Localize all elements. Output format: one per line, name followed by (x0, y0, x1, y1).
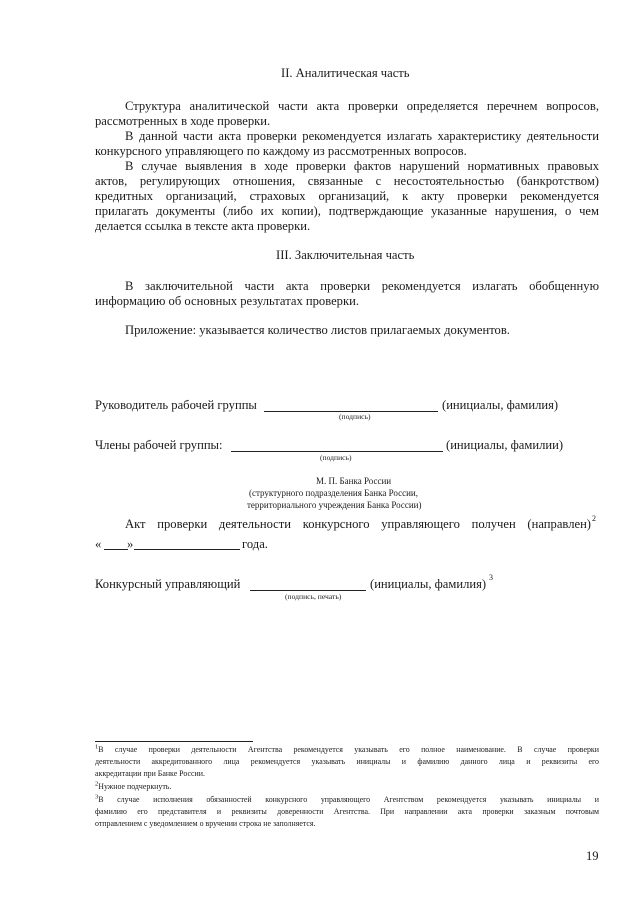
section-2-p1-line1: Структура аналитической части акта проверки определяется перечнем вопросов, (125, 99, 599, 113)
section-2-p3-line4: прилагать документы (либо их копии), подтверждающие указанные нарушения, о чем (95, 204, 599, 218)
members-caption: (подпись) (320, 453, 352, 462)
footnote-1-number: 1 (95, 743, 99, 751)
stamp-line-3: территориального учреждения Банка России) (247, 500, 422, 510)
footnote-3-line2: фамилию его представителя и реквизиты доверенности Агентства. При направлении акта проверки заказным почтовым (95, 807, 599, 816)
receiver-caption: (подпись, печать) (285, 592, 342, 601)
date-month-line (134, 549, 240, 550)
date-open-quote: « (95, 537, 102, 551)
page-number: 19 (586, 849, 599, 863)
section-3-p1-line1: В заключительной части акта проверки рекомендуется излагать обобщенную (125, 279, 599, 293)
date-close-quote: » (127, 537, 134, 551)
receiver-label: Конкурсный управляющий (95, 577, 241, 591)
footnote-2-number: 2 (95, 780, 99, 788)
section-2-p3-line2: актов, регулирующих отношения, связанные с несостоятельностью (банкротством) (95, 174, 599, 188)
section-2-p2-line2: конкурсного управляющего по каждому из рассмотренных вопросов. (95, 144, 467, 158)
footnote-2 (95, 782, 171, 791)
leader-suffix: (инициалы, фамилия) (442, 398, 559, 412)
footnote-3-line3: отправлением с уведомлением о вручении строка не заполняется. (95, 819, 316, 828)
members-label: Члены рабочей группы: (95, 438, 223, 452)
stamp-line-2: (структурного подразделения Банка России, (249, 488, 418, 498)
section-2-p3-line3: кредитных организаций, страховых организаций, к акту проверки рекомендуется (95, 189, 599, 203)
receiver-signature-line (250, 590, 366, 591)
stamp-line-1: М. П. Банка России (316, 476, 392, 486)
footnote-separator (95, 741, 253, 742)
members-signature-line (231, 451, 443, 452)
receipt-text: Акт проверки деятельности конкурсного управляющего получен (направлен) (125, 517, 591, 531)
footnote-3-number: 3 (95, 793, 99, 801)
footnote-3-line1: В случае исполнения обязанностей конкурсного управляющего Агентством рекомендуется указывать инициалы и (98, 795, 599, 804)
footnote-1-line3: аккредитации при Банке России. (95, 769, 205, 778)
footnote-2-line1: Нужное подчеркнуть. (98, 782, 172, 791)
leader-caption: (подпись) (339, 412, 371, 421)
appendix-note: Приложение: указывается количество листов прилагаемых документов. (125, 323, 510, 337)
section-2-p1-line2: рассмотренных в ходе проверки. (95, 114, 271, 128)
footnote-1 (95, 745, 599, 754)
section-2-p3-line1: В случае выявления в ходе проверки фактов нарушений нормативных правовых (125, 159, 599, 173)
members-suffix: (инициалы, фамилии) (446, 438, 564, 452)
section-2-heading: II. Аналитическая часть (281, 66, 410, 80)
section-3-heading: III. Заключительная часть (276, 248, 415, 262)
footnote-1-line1: В случае проверки деятельности Агентства рекомендуется указывать его полное наименование. В случае проверки (98, 745, 599, 754)
leader-label: Руководитель рабочей группы (95, 398, 257, 412)
section-2-p2-line1: В данной части акта проверки рекомендуется излагать характеристику деятельности (125, 129, 599, 143)
section-3-p1-line2: информацию об основных результатах проверки. (95, 294, 359, 308)
footnote-3 (95, 795, 599, 804)
date-year-label: года. (242, 537, 268, 551)
receiver-suffix: (инициалы, фамилия) (370, 577, 487, 591)
footnote-1-line2: деятельности аккредитованного лица рекомендуется указывать инициалы и фамилию данного лица и реквизиты его (95, 757, 599, 766)
document-page: II. Аналитическая часть Структура аналитической части акта проверки определяется перечнем вопросов, рассмотренных в ходе проверки. В данной части акта проверки рекомендуется излагать характеристику деятельности конкурсного управляющего по каждому из рассмотренных вопросов. В случае выявления в ходе проверки фактов нарушений нормативных правовых актов, регулирующих отношения, связанные с несостоятельностью (банкротством) кредитных организаций, страховых организаций, к акту проверки рекомендуется прилагать документы (либо их копии), подтверждающие указанные нарушения, о чем делается ссылка в тексте акта проверки. III. Заключительная часть В заключительной части акта проверки рекомендуется излагать обобщенную информацию об основных результатах проверки. Приложение: указывается количество листов прилагаемых документов. Руководитель рабочей группы (инициалы, фамилия) (подпись) Члены рабочей группы: (инициалы, фамилии) (подпись) М. П. Банка России (структурного подразделения Банка России, территориального учреждения Банка России) Акт проверки деятельности конкурсного управляющего получен (направлен) 2 « » года. Конкурсный управляющий (инициалы, фамилия) 3 (подпись, печать) $^1$В случае проверки деятельности Агентства рекомендуется указывать его полное наименование. В случае проверки деятельности аккредитованного лица рекомендуется указывать инициалы и фамилию данного лица и реквизиты его аккредитации при Банке России. $^2$Нужное подчеркнуть. $^3$В случае исполнения обязанностей конкурсного управляющего Агентством рекомендуется указывать инициалы и фамилию его представителя и реквизиты доверенности Агентства. При направлении акта проверки заказным почтовым отправлением с уведомлением о вручении строка не заполняется. 19 (95, 66, 599, 863)
date-day-line (104, 549, 128, 550)
section-2-p3-line5: делается ссылка в тексте акта проверки. (95, 219, 311, 233)
